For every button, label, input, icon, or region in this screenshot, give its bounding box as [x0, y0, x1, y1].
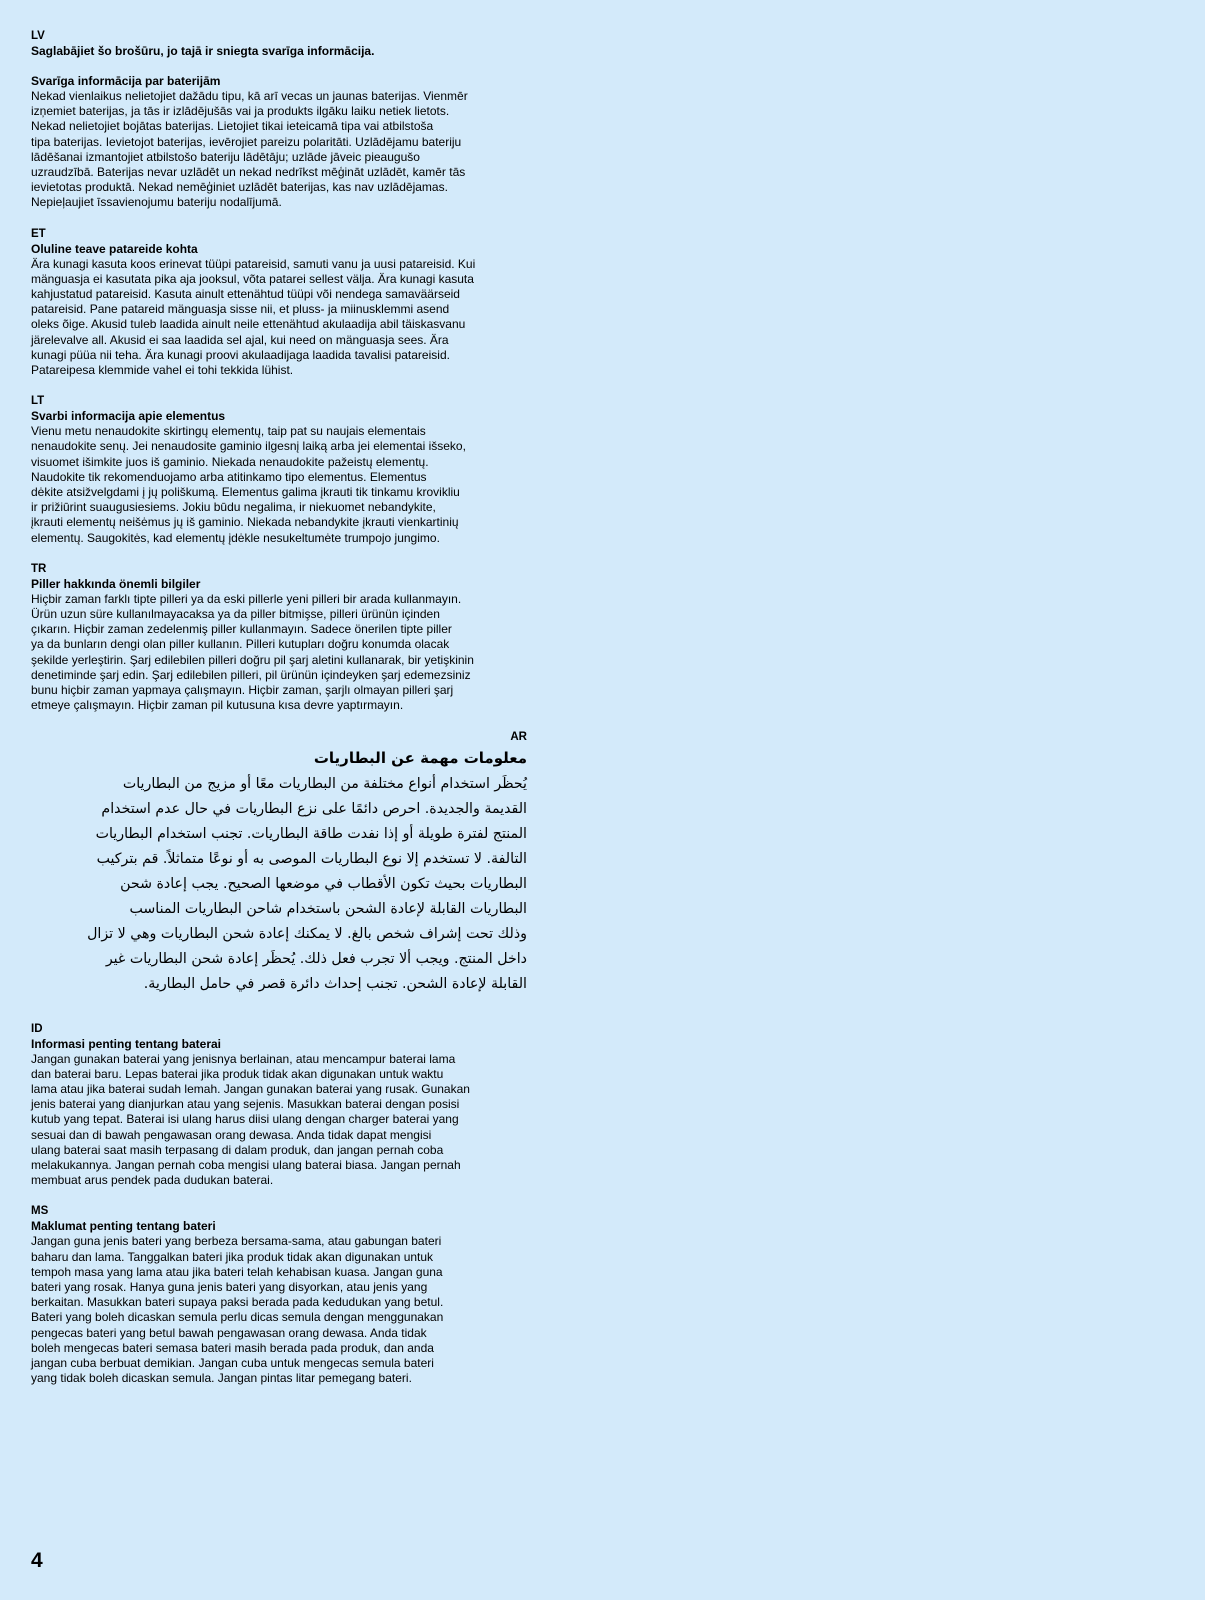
section-heading: Piller hakkında önemli bilgiler — [31, 576, 201, 591]
section-body: Hiçbir zaman farklı tipte pilleri ya da eski pillerle yeni pilleri bir arada kullanmayın. Ürün uzun süre kullanılmayacaksa ya da piller bitmişse, pilleri ürünün içinden çıkarın. Hiçbir zaman zedelenmiş piller kullanmayın. Sadece önerilen tipte piller ya da bunların dengi olan piller kullanın. Pilleri kutupları doğru konumda olacak şekilde yerleştirin. Şarj edilebilen pilleri doğru pil şarj aletini kullanarak, bir yetişkinin denetiminde şarj edin. Şarj edilebilen pilleri, pil ürünün içindeyken şarj edemezsiniz bunu hiçbir zaman yapmaya çalışmayın. Hiçbir zaman, şarjlı olmayan pilleri şarj etmeye çalışmayın. Hiçbir zaman pil kutusuna kısa devre yaptırmayın. — [31, 591, 474, 713]
section-lv — [31, 28, 527, 211]
section-body: Jangan gunakan baterai yang jenisnya berlainan, atau mencampur baterai lama dan baterai baru. Lepas baterai jika produk tidak akan digunakan untuk waktu lama atau jika baterai sudah lemah. Jangan gunakan baterai yang rusak. Gunakan jenis baterai yang dianjurkan atau yang sejenis. Masukkan baterai dengan posisi kutub yang tepat. Baterai isi ulang harus diisi ulang dengan charger baterai yang sesuai dan di bawah pengawasan orang dewasa. Anda tidak dapat mengisi ulang baterai saat masih terpasang di dalam produk, dan jangan pernah coba melakukannya. Jangan pernah coba mengisi ulang baterai biasa. Jangan pernah membuat arus pendek pada dudukan baterai. — [31, 1051, 470, 1188]
language-code: ID — [31, 1022, 43, 1035]
language-code: ET — [31, 227, 46, 240]
section-et — [31, 226, 527, 379]
language-code: MS — [31, 1205, 49, 1218]
language-code: LT — [31, 395, 45, 408]
section-body: Nekad vienlaikus nelietojiet dažādu tipu, kā arī vecas un jaunas baterijas. Vienmēr izņemiet baterijas, ja tās ir izlādējušās vai ja produkts ilgāku laiku netiek lietots. Nekad nelietojiet bojātas baterijas. Lietojiet tikai ieteicamā tipa vai atbilstoša tipa baterijas. Ievietojot baterijas, ievērojiet pareizu polaritāti. Uzlādējamu bateriju lādēšanai izmantojiet atbilstošo bateriju lādētāju; uzlāde jāveic pieaugušo uzraudzībā. Baterijas nevar uzlādēt un nekad nedrīkst mēģināt uzlādēt, kamēr tās ievietotas produktā. Nekad nemēģiniet uzlādēt baterijas, kas nav uzlādējamas. Nepieļaujiet īssavienojumu bateriju nodalījumā. — [31, 89, 468, 210]
section-body: يُحظَر استخدام أنواع مختلفة من البطاريات معًا أو مزيج من البطاريات القديمة والجديدة. احرص دائمًا على نزع البطاريات في حال عدم استخدام المنتج لفترة طويلة أو إذا نفدت طاقة البطاريات. تجنب استخدام البطاريات التالفة. لا تستخدم إلا نوع البطاريات الموصى به أو نوعًا متماثلاً. قم بتركيب البطاريات بحيث تكون الأقطاب في موضعها الصحيح. يجب إعادة شحن البطاريات القابلة لإعادة الشحن باستخدام شاحن البطاريات المناسب وذلك تحت إشراف شخص بالغ. لا يمكنك إعادة شحن البطاريات وهي لا تزال داخل المنتج. ويجب ألا تجرب فعل ذلك. يُحظَر إعادة شحن البطاريات غير القابلة لإعادة الشحن. تجنب إحداث دائرة قصر في حامل البطارية. — [87, 775, 527, 992]
page-number: 4 — [31, 1549, 43, 1572]
section-heading: Oluline teave patareide kohta — [31, 241, 198, 256]
language-code: AR — [510, 730, 527, 743]
section-intro: Saglabājiet šo brošūru, jo tajā ir sniegta svarīga informācija. — [31, 44, 375, 58]
language-code: TR — [31, 562, 47, 575]
section-body: Ära kunagi kasuta koos erinevat tüüpi patareisid, samuti vanu ja uusi patareisid. Kui mänguasja ei kasutata pika aja jooksul, võta patarei sellest välja. Ära kunagi kasuta kahjustatud patareisid. Kasuta ainult ettenähtud tüüpi või nendega samaväärseid patareisid. Pane patareid mänguasja sisse nii, et pluss- ja miinusklemmi asend oleks õige. Akusid tuleb laadida ainult neile ettenähtud akulaadija abil täiskasvanu järelevalve all. Akusid ei saa laadida sel ajal, kui need on mänguasja sees. Ära kunagi püüa nii teha. Ära kunagi proovi akulaadijaga laadida tavalisi patareisid. Patareipesa klemmide vahel ei tohi tekkida lühist. — [31, 256, 476, 378]
language-code: LV — [31, 30, 45, 42]
document-column — [31, 28, 527, 1386]
section-id — [31, 1021, 527, 1189]
section-heading: Informasi penting tentang baterai — [31, 1036, 222, 1051]
section-tr — [31, 561, 527, 714]
section-heading: Svarbi informacija apie elementus — [31, 409, 226, 424]
section-body: Vienu metu nenaudokite skirtingų elementų, taip pat su naujais elementais nenaudokite senų. Jei nenaudosite gaminio ilgesnį laiką arba jei elementai išseko, visuomet išimkite juos iš gaminio. Niekada nenaudokite pažeistų elementų. Naudokite tik rekomenduojamo arba atitinkamo tipo elementus. Elementus dėkite atsižvelgdami į jų poliškumą. Elementus galima įkrauti tik tinkamu krovikliu ir prižiūrint suaugusiesiems. Jokiu būdu negalima, ir niekuomet nebandykite, įkrauti elementų neišėmus jų iš gaminio. Niekada nebandykite įkrauti vienkartinių elementų. Saugokitės, kad elementų įdėkle nesukeltumėte trumpojo jungimo. — [31, 424, 466, 545]
section-ms — [31, 1203, 527, 1386]
section-ar — [31, 729, 527, 997]
section-heading: Svarīga informācija par baterijām — [31, 74, 221, 88]
section-heading: معلومات مهمة عن البطاريات — [313, 748, 527, 767]
section-heading: Maklumat penting tentang bateri — [31, 1219, 216, 1234]
section-lt — [31, 393, 527, 546]
section-body: Jangan guna jenis bateri yang berbeza bersama-sama, atau gabungan bateri baharu dan lama. Tanggalkan bateri jika produk tidak akan digunakan untuk tempoh masa yang lama atau jika bateri telah kehabisan kuasa. Jangan guna bateri yang rosak. Hanya guna jenis bateri yang disyorkan, atau jenis yang berkaitan. Masukkan bateri supaya paksi berada pada kedudukan yang betul. Bateri yang boleh dicaskan semula perlu dicas semula dengan menggunakan pengecas bateri yang betul bawah pengawasan orang dewasa. Anda tidak boleh mengecas bateri semasa bateri masih berada pada produk, dan anda jangan cuba berbuat demikian. Jangan cuba untuk mengecas semula bateri yang tidak boleh dicaskan semula. Jangan pintas litar pemegang bateri. — [31, 1234, 444, 1386]
